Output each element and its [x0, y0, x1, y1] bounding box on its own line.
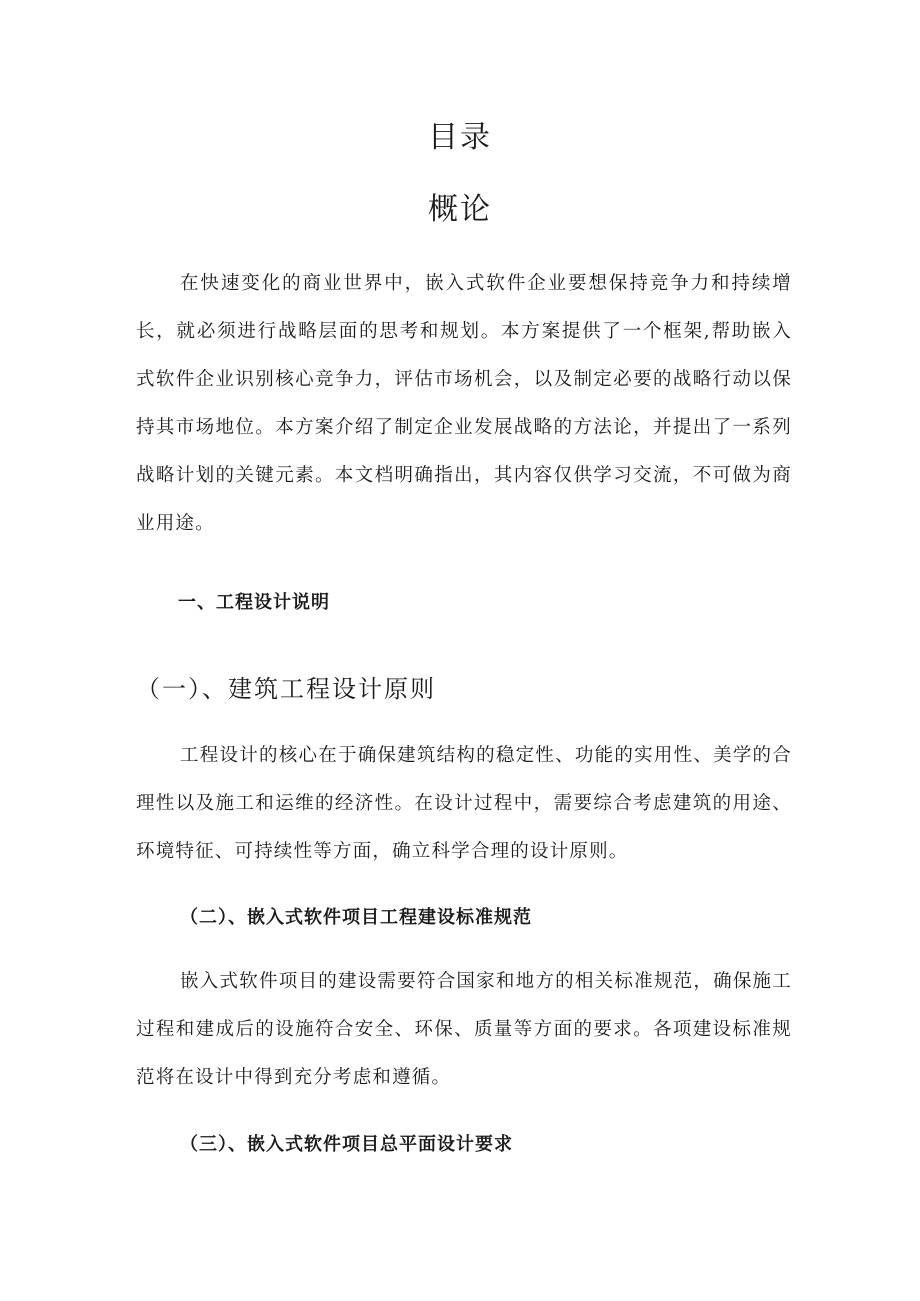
toc-title: 目录 — [428, 120, 492, 155]
design-principles-paragraph: 工程设计的核心在于确保建筑结构的稳定性、功能的实用性、美学的合理性以及施工和运维的经济性。在设计过程中，需要综合考虑建筑的用途、环境特征、可持续性等方面，确立科学合理的设计原则。 — [136, 745, 792, 862]
subsection-heading-site-plan: （三）、嵌入式软件项目总平面设计要求 — [180, 1134, 513, 1155]
subsection-heading-design-principles: （一）、建筑工程设计原则 — [136, 675, 436, 703]
section-heading-engineering-design: 一、工程设计说明 — [178, 592, 330, 613]
intro-paragraph: 在快速变化的商业世界中，嵌入式软件企业要想保持竞争力和持续增长，就必须进行战略层面的思考和规划。本方案提供了一个框架,帮助嵌入式软件企业识别核心竞争力，评估市场机会，以及制定必要的战略行动以保持其市场地位。本方案介绍了制定企业发展战略的方法论，并提出了一系列战略计划的关键元素。本文档明确指出，其内容仅供学习交流，不可做为商业用途。 — [136, 273, 792, 534]
intro-title: 概论 — [428, 192, 492, 227]
standards-paragraph: 嵌入式软件项目的建设需要符合国家和地方的相关标准规范，确保施工过程和建成后的设施符合安全、环保、质量等方面的要求。各项建设标准规范将在设计中得到充分考虑和遵循。 — [136, 971, 792, 1088]
subsection-heading-standards: （二）、嵌入式软件项目工程建设标准规范 — [180, 907, 532, 928]
